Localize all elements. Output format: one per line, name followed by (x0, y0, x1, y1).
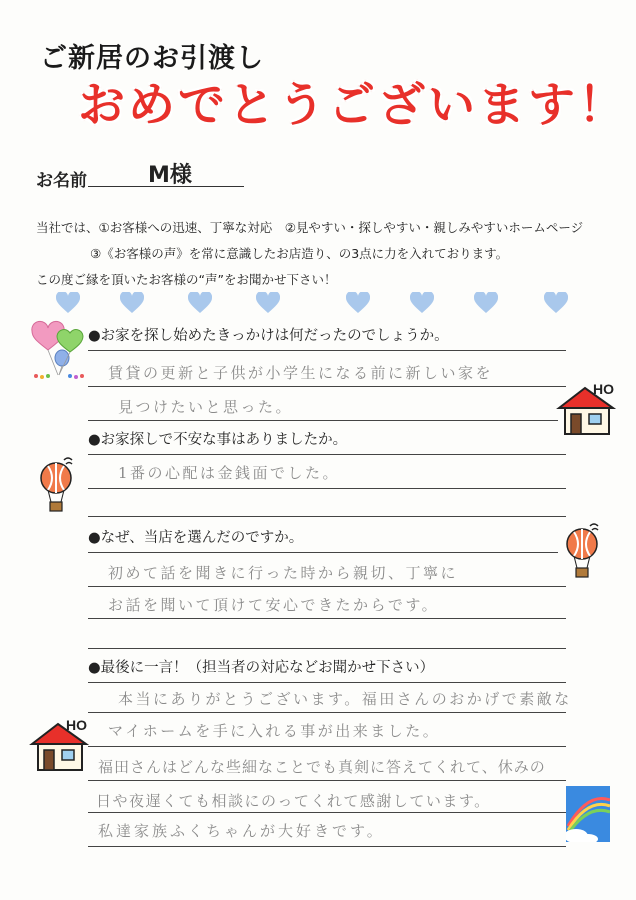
answer-2-line-1: 1番の心配は金銭面でした。 (118, 464, 341, 482)
name-label: お名前 (36, 171, 87, 191)
heart-icon (544, 292, 568, 314)
answer-line (88, 454, 566, 455)
answer-line (88, 846, 566, 847)
answer-line (88, 712, 566, 713)
hot-air-balloon-icon (562, 518, 606, 582)
answer-line (88, 552, 558, 553)
heart-icon (56, 292, 80, 314)
answer-line (88, 746, 566, 747)
page-title: おめでとうございます！ (78, 78, 628, 133)
answer-4-line-3: 福田さんはどんな些細なことでも真剣に答えてくれて、休みの (98, 758, 546, 776)
intro-line-1: 当社では、①お客様への迅速、丁寧な対応 ②見やすい・探しやすい・親しみやすいホームページ (36, 220, 584, 235)
intro-line-2: ③《お客様の声》を常に意識したお店造り、の3点に力を入れております。 (90, 246, 509, 261)
question-3: ●なぜ、当店を選んだのですか。 (88, 530, 304, 546)
answer-1-line-2: 見つけたいと思った。 (118, 398, 294, 416)
answer-3-line-1: 初めて話を聞きに行った時から親切、丁寧に (108, 564, 459, 582)
heart-row (0, 292, 636, 318)
heart-icon (410, 292, 434, 314)
hot-air-balloon-icon (36, 452, 80, 516)
house-icon (555, 378, 621, 440)
heart-icon (346, 292, 370, 314)
answer-4-line-1: 本当にありがとうございます。福田さんのおかげで素敵な (118, 690, 572, 708)
question-2: ●お家探しで不安な事はありましたか。 (88, 432, 348, 448)
heart-icon (188, 292, 212, 314)
answer-line (88, 648, 566, 649)
question-1: ●お家を探し始めたきっかけは何だったのでしょうか。 (88, 328, 449, 344)
answer-line (88, 350, 566, 351)
house-label: HO (66, 717, 87, 733)
house-icon (28, 714, 94, 776)
answer-3-line-2: お話を聞いて頂けて安心できたからです。 (108, 596, 440, 614)
name-underline (88, 186, 244, 187)
answer-line (88, 812, 566, 813)
subtitle: ご新居のお引渡し (40, 43, 264, 74)
answer-line (88, 780, 566, 781)
answer-line (88, 386, 566, 387)
answer-4-line-4: 日や夜遅くても相談にのってくれて感謝しています。 (96, 792, 491, 810)
answer-4-line-5: 私達家族ふくちゃんが大好きです。 (98, 822, 385, 840)
answer-1-line-1: 賃貸の更新と子供が小学生になる前に新しい家を (108, 364, 494, 382)
heart-icon (256, 292, 280, 314)
answer-line (88, 586, 566, 587)
answer-line (88, 516, 566, 517)
intro-line-3: この度ご縁を頂いたお客様の“声”をお聞かせ下さい！ (36, 272, 337, 287)
heart-icon (474, 292, 498, 314)
answer-line (88, 682, 566, 683)
rainbow-icon (566, 786, 610, 842)
answer-line (88, 420, 558, 421)
customer-name: M様 (148, 163, 192, 188)
answer-4-line-2: マイホームを手に入れる事が出来ました。 (108, 722, 441, 740)
heart-icon (120, 292, 144, 314)
heart-balloons-icon (30, 320, 88, 380)
answer-line (88, 488, 566, 489)
house-label: HO (593, 381, 614, 397)
answer-line (88, 618, 566, 619)
question-4: ●最後に一言！（担当者の対応などお聞かせ下さい） (88, 660, 435, 676)
